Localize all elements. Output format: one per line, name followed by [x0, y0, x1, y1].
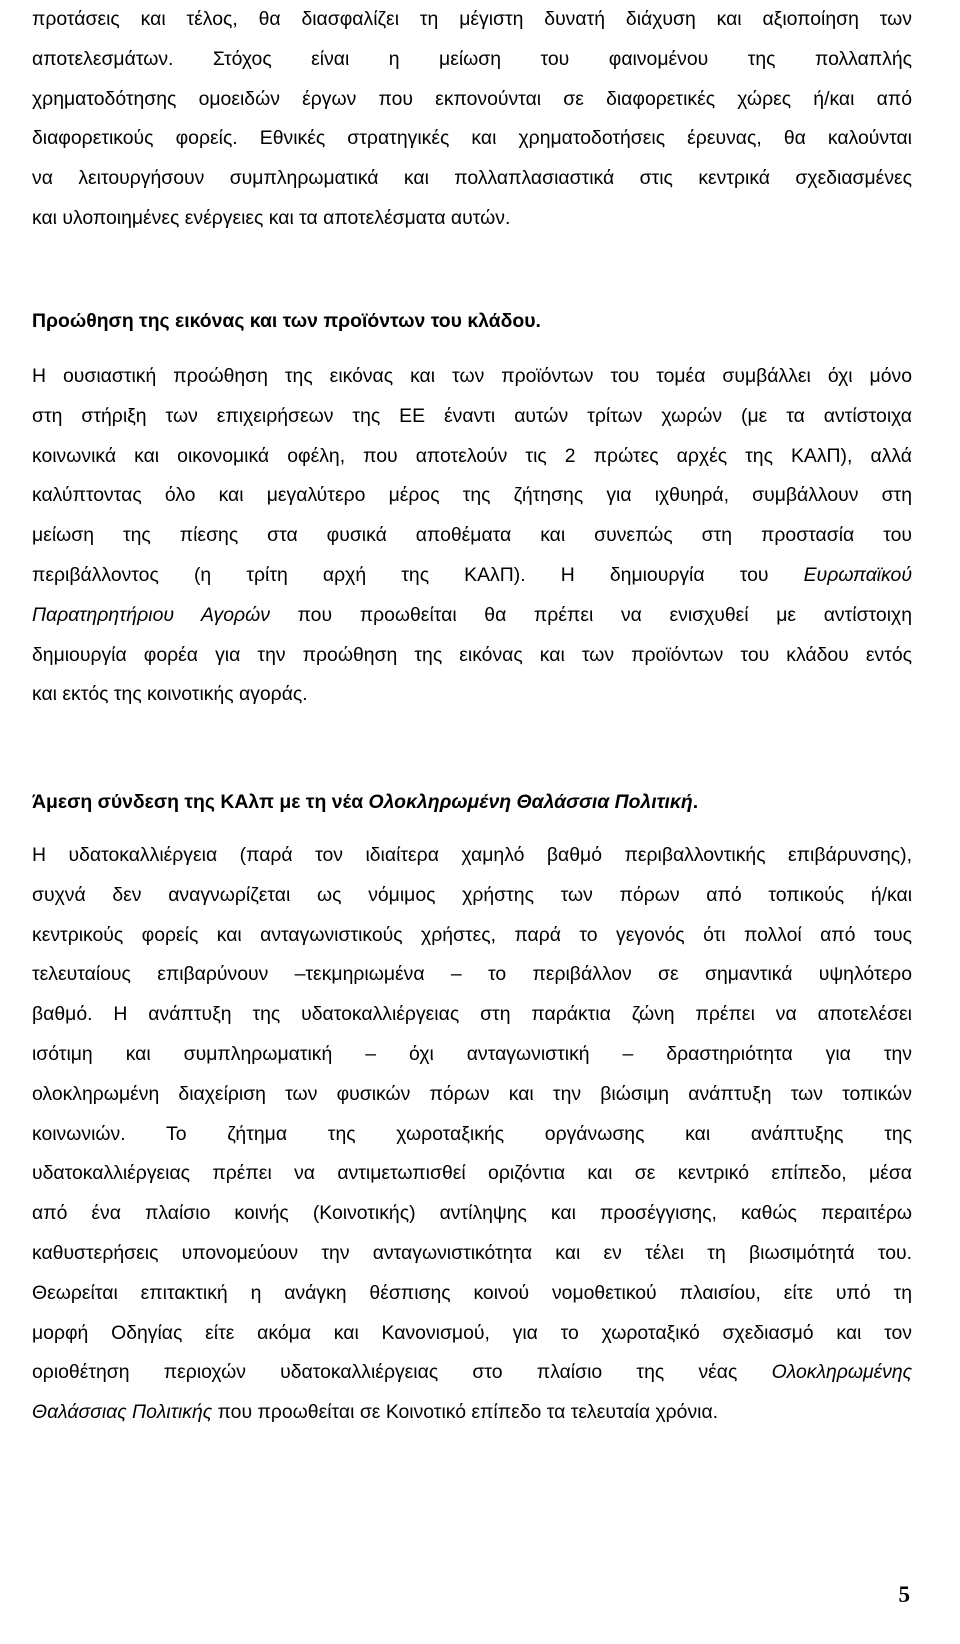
text-segment: που προωθείται θα πρέπει να ενισχυθεί με αντίστοιχη: [297, 603, 912, 626]
text-line: να λειτουργήσουν συμπληρωματικά και πολλαπλασιαστικά στις κεντρικά σχεδιασμένες: [32, 167, 912, 190]
page-number: 5: [898, 1582, 910, 1607]
text-line: προτάσεις και τέλος, θα διασφαλίζει τη μέγιστη δυνατή διάχυση και αξιοποίηση των: [32, 8, 912, 30]
text-line: και εκτός της κοινοτικής αγοράς.: [32, 683, 308, 706]
text-line: βαθμό. Η ανάπτυξη της υδατοκαλλιέργειας στη παράκτια ζώνη πρέπει να αποτελέσει: [32, 1003, 912, 1026]
heading-segment: .: [692, 791, 699, 813]
text-line: καλύπτοντας όλο και μεγαλύτερο μέρος της ζήτησης για ιχθυηρά, συμβάλλουν στη: [32, 484, 912, 507]
text-line: συχνά δεν αναγνωρίζεται ως νόμιμος χρήστης των πόρων από τοπικούς ή/και: [32, 883, 912, 906]
text-segment: οριοθέτηση περιοχών υδατοκαλλιέργειας στο πλαίσιο της νέας: [32, 1361, 738, 1384]
text-line: και υλοποιημένες ενέργειες και τα αποτελέσματα αυτών.: [32, 206, 511, 229]
text-line: [32, 1353, 912, 1393]
text-line: δημιουργία φορέα για την προώθηση της εικόνας και των προϊόντων του κλάδου εντός: [32, 643, 912, 666]
text-line: μορφή Οδηγίας είτε ακόμα και Κανονισμού, για το χωροταξικό σχεδιασμό και τον: [32, 1321, 912, 1344]
text-line: αποτελεσμάτων. Στόχος είναι η μείωση του φαινομένου της πολλαπλής: [32, 47, 912, 70]
italic-term: Ευρωπαϊκού: [803, 563, 912, 586]
italic-term: Παρατηρητήριου Αγορών: [32, 603, 270, 626]
section-heading-maritime-policy: [32, 783, 912, 823]
paragraph-aquaculture: [32, 836, 912, 1433]
text-line: [32, 596, 912, 636]
paragraph-intro: [32, 0, 912, 239]
text-line: καθυστερήσεις υπονομεύουν την ανταγωνιστικότητα και εν τέλει τη βιωσιμότητά του.: [32, 1241, 912, 1264]
text-line: Η υδατοκαλλιέργεια (παρά τον ιδιαίτερα χαμηλό βαθμό περιβαλλοντικής επιβάρυνσης),: [32, 844, 912, 866]
text-segment: που προωθείται σε Κοινοτικό επίπεδο τα τελευταία χρόνια.: [217, 1401, 719, 1424]
text-line: διαφορετικούς φορείς. Εθνικές στρατηγικές και χρηματοδοτήσεις έρευνας, θα καλούνται: [32, 127, 912, 150]
text-line: [32, 1393, 912, 1433]
text-line: ολοκληρωμένη διαχείριση των φυσικών πόρων και την βιώσιμη ανάπτυξη των τοπικών: [32, 1082, 912, 1105]
heading-italic-term: Ολοκληρωμένη Θαλάσσια Πολιτική: [368, 791, 693, 813]
text-line: Θεωρείται επιτακτική η ανάγκη θέσπισης κοινού νομοθετικού πλαισίου, είτε υπό τη: [32, 1281, 912, 1304]
text-segment: περιβάλλοντος (η τρίτη αρχή της ΚΑλΠ). Η δημιουργία του: [32, 563, 769, 586]
text-line: κοινωνικά και οικονομικά οφέλη, που αποτελούν τις 2 πρώτες αρχές της ΚΑλΠ), αλλά: [32, 444, 912, 467]
section-heading-promotion: Προώθηση της εικόνας και των προϊόντων του κλάδου.: [32, 310, 541, 332]
text-line: χρηματοδότησης ομοειδών έργων που εκπονούνται σε διαφορετικές χώρες ή/και από: [32, 87, 912, 110]
text-line: Η ουσιαστική προώθηση της εικόνας και των προϊόντων του τομέα συμβάλλει όχι μόνο: [32, 365, 912, 387]
text-line: κεντρικούς φορείς και ανταγωνιστικούς χρήστες, παρά το γεγονός ότι πολλοί από τους: [32, 923, 912, 946]
text-line: στη στήριξη των επιχειρήσεων της ΕΕ έναντι αυτών τρίτων χωρών (με τα αντίστοιχα: [32, 404, 912, 427]
paragraph-promotion: [32, 357, 912, 715]
italic-term: Θαλάσσιας Πολιτικής: [32, 1401, 213, 1424]
italic-term: Ολοκληρωμένης: [771, 1361, 913, 1384]
text-line: υδατοκαλλιέργειας πρέπει να αντιμετωπισθεί οριζόντια και σε κεντρικό επίπεδο, μέσα: [32, 1162, 912, 1185]
text-line: κοινωνιών. Το ζήτημα της χωροταξικής οργάνωσης και ανάπτυξης της: [32, 1122, 912, 1145]
text-line: τελευταίους επιβαρύνουν –τεκμηριωμένα – το περιβάλλον σε σημαντικά υψηλότερο: [32, 963, 912, 986]
heading-segment: Άμεση σύνδεση της ΚΑλπ με τη νέα: [32, 791, 364, 813]
text-line: μείωση της πίεσης στα φυσικά αποθέματα και συνεπώς στη προστασία του: [32, 524, 912, 547]
text-line: ισότιμη και συμπληρωματική – όχι ανταγωνιστική – δραστηριότητα για την: [32, 1042, 912, 1065]
text-line: από ένα πλαίσιο κοινής (Κοινοτικής) αντίληψης και προσέγγισης, καθώς περαιτέρω: [32, 1202, 912, 1225]
text-line: [32, 556, 912, 596]
